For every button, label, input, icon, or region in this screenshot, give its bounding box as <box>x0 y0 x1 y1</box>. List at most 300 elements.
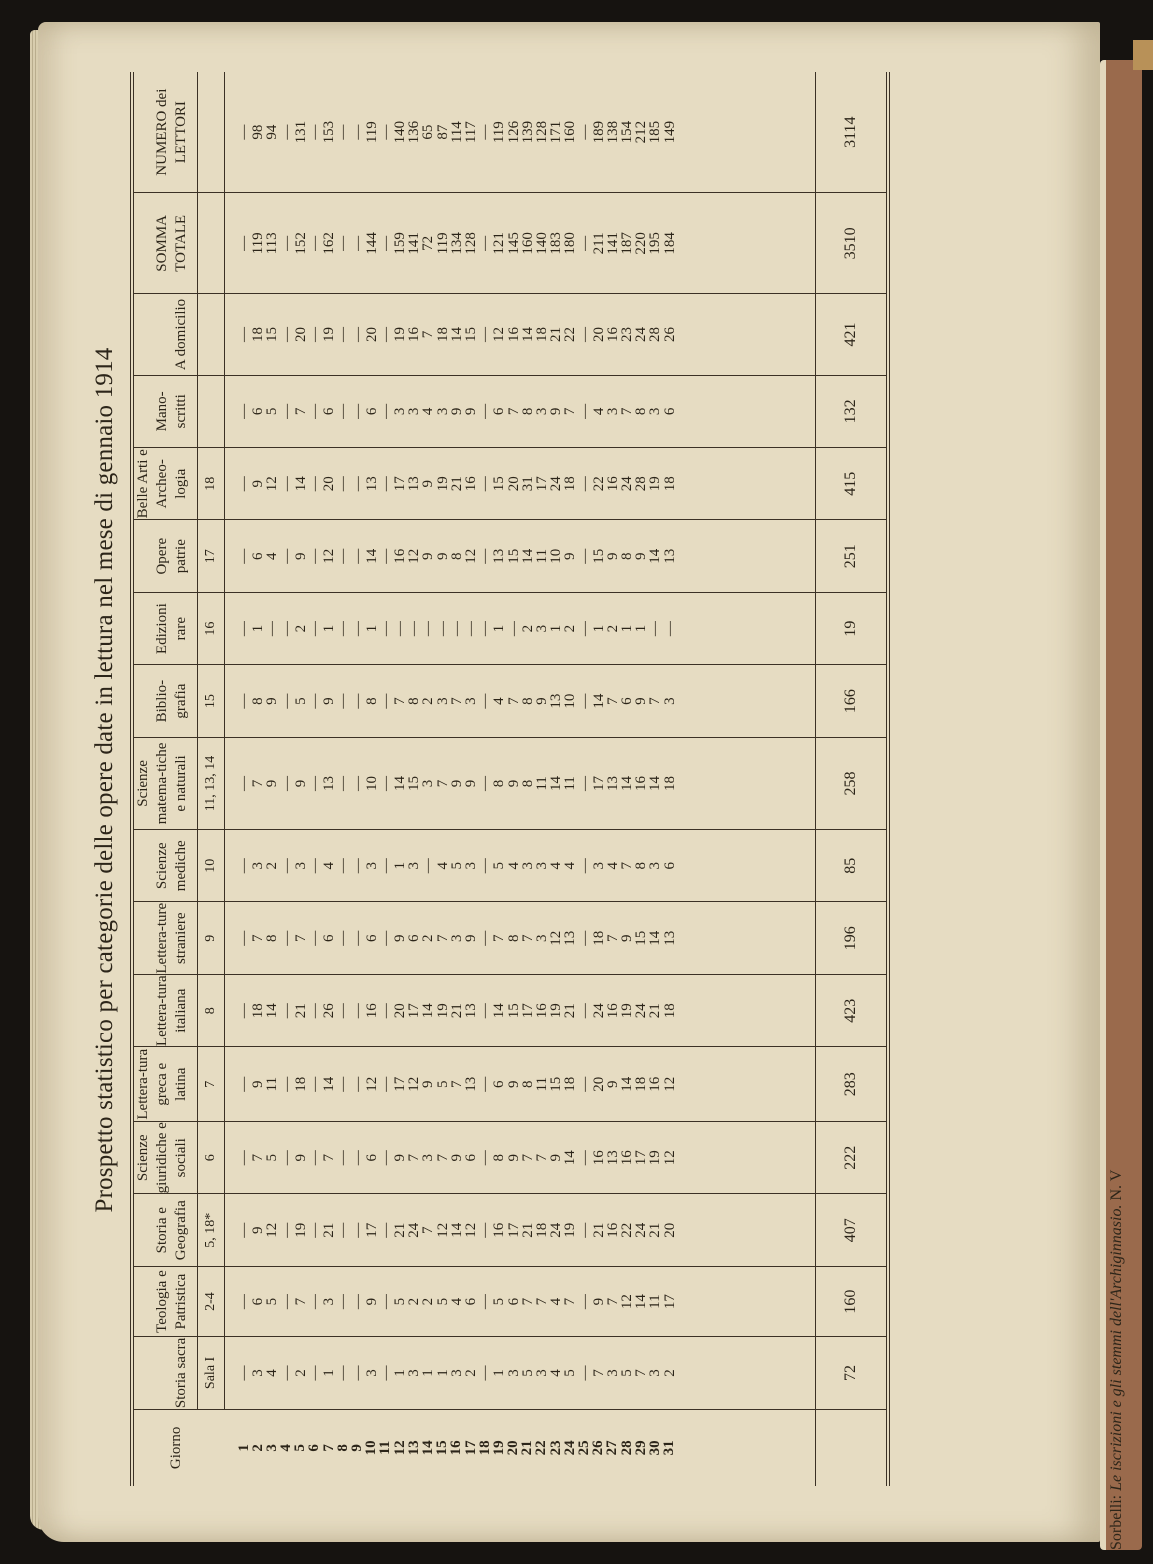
data-cell: 19 <box>434 1003 451 1019</box>
data-cell: — <box>576 858 593 874</box>
data-cell: 21 <box>448 1003 465 1019</box>
data-cell: — <box>335 403 352 419</box>
data-cell: 19 <box>292 1222 309 1238</box>
data-cell: 10 <box>548 548 565 564</box>
data-cell: 3 <box>463 862 479 870</box>
data-cell: 184 <box>661 232 678 255</box>
data-cell: 3 <box>406 1369 423 1377</box>
data-cell: — <box>349 403 366 419</box>
totals-row <box>816 72 888 1486</box>
data-cell: — <box>306 1076 323 1092</box>
data-cell: 5 <box>448 862 465 870</box>
data-cell: 14 <box>420 1003 437 1019</box>
data-cell: 19 <box>548 1003 565 1019</box>
data-cell: 3 <box>321 1297 338 1306</box>
data-cell: 8 <box>491 1154 508 1162</box>
data-cell: 3 <box>292 862 309 870</box>
data-cell: 12 <box>491 326 508 342</box>
data-cell: 6 <box>661 407 678 416</box>
day-number: 28 <box>618 1440 635 1456</box>
total-cell: 19 <box>816 592 888 664</box>
data-cell: 128 <box>533 120 550 144</box>
data-cell: 17 <box>505 1222 522 1238</box>
data-column <box>225 294 816 375</box>
data-cell: — <box>420 858 437 874</box>
data-cell: 20 <box>363 326 380 342</box>
column-header: Mano-scritti <box>132 375 198 447</box>
data-cell: 16 <box>633 775 650 791</box>
data-cell: 10 <box>363 775 380 791</box>
data-cell: 17 <box>392 476 409 492</box>
data-cell: 2 <box>420 1297 437 1306</box>
data-cell: — <box>448 621 465 637</box>
data-cell: 7 <box>321 1154 338 1162</box>
day-number: 26 <box>590 1440 607 1456</box>
data-cell: — <box>477 326 494 342</box>
data-cell: 16 <box>392 548 409 564</box>
data-cell: 12 <box>463 1222 479 1238</box>
rotated-table-block <box>90 70 1153 1490</box>
data-cell: 5 <box>519 1369 536 1377</box>
data-cell: — <box>576 124 593 140</box>
footer-author: Sorbelli: <box>1108 1494 1125 1550</box>
day-number: 17 <box>462 1440 479 1456</box>
data-cell: 1 <box>321 1369 338 1377</box>
data-cell: 18 <box>590 930 607 946</box>
data-cell: — <box>377 621 394 637</box>
data-cell: 6 <box>661 862 678 870</box>
data-cell: 12 <box>406 1076 423 1092</box>
data-cell: — <box>477 1003 494 1019</box>
data-cell: 9 <box>250 1226 267 1234</box>
data-cell: 28 <box>633 476 650 492</box>
data-cell: 18 <box>661 476 678 492</box>
day-number: 24 <box>561 1440 578 1456</box>
data-cell: 162 <box>321 232 338 255</box>
data-cell: 15 <box>633 930 650 946</box>
column-header: Storia e Geografia <box>132 1194 198 1266</box>
day-number: 30 <box>646 1440 663 1456</box>
data-cell: — <box>335 124 352 140</box>
total-cell: 72 <box>816 1337 888 1409</box>
data-cell: 7 <box>562 1297 579 1306</box>
data-cell: — <box>377 1003 394 1019</box>
data-cell: — <box>576 403 593 419</box>
data-cell: — <box>576 548 593 564</box>
data-cell: 7 <box>292 934 309 942</box>
day-number: 2 <box>249 1444 266 1452</box>
data-cell: 4 <box>321 862 338 870</box>
data-cell: 3 <box>420 1154 437 1162</box>
data-cell: 21 <box>519 1222 536 1238</box>
data-cell: 16 <box>463 476 479 492</box>
data-column <box>225 830 816 902</box>
data-cell: 7 <box>619 407 636 416</box>
data-cell: 3 <box>590 862 607 870</box>
data-cell: — <box>278 1076 295 1092</box>
data-cell: — <box>377 124 394 140</box>
data-cell: 8 <box>619 552 636 560</box>
data-cell: 2 <box>406 1297 423 1306</box>
data-cell: — <box>306 235 323 251</box>
data-cell: 14 <box>519 326 536 342</box>
data-cell: 126 <box>505 120 522 144</box>
data-cell: 18 <box>250 326 267 342</box>
data-cell: 15 <box>491 476 508 492</box>
data-cell: 2 <box>264 862 281 870</box>
data-cell: 8 <box>519 779 536 788</box>
data-cell: 17 <box>363 1222 380 1238</box>
data-cell: 16 <box>505 326 522 342</box>
category-number: 18 <box>198 448 225 520</box>
data-cell: 13 <box>548 693 565 709</box>
column-header: Scienze mediche <box>132 830 198 902</box>
data-cell: 18 <box>434 326 451 342</box>
data-cell: 5 <box>562 1369 579 1377</box>
data-cell: 13 <box>321 775 338 791</box>
category-number <box>198 193 225 294</box>
data-cell: 14 <box>363 548 380 564</box>
data-cell: — <box>335 1365 352 1381</box>
data-cell: — <box>349 548 366 564</box>
data-cell: 9 <box>619 934 636 942</box>
data-cell: — <box>335 476 352 492</box>
day-number: 3 <box>263 1444 280 1452</box>
data-cell: 17 <box>406 1003 423 1019</box>
table-title: Prospetto statistico per categorie delle opere date in lettura nel mese di gennaio 1914 <box>91 347 118 1213</box>
data-cell: — <box>477 548 494 564</box>
data-cell: 14 <box>292 476 309 492</box>
data-cell: 212 <box>633 120 650 144</box>
total-cell: 85 <box>816 830 888 902</box>
data-cell: — <box>278 1003 295 1019</box>
data-cell: 3 <box>604 1369 621 1377</box>
data-cell: 9 <box>250 1080 267 1088</box>
data-cell: — <box>306 1365 323 1381</box>
data-cell: 4 <box>264 552 281 560</box>
day-number: 8 <box>334 1444 351 1452</box>
data-cell: 9 <box>420 552 437 560</box>
day-column <box>225 1409 816 1486</box>
data-cell: 5 <box>392 1297 409 1306</box>
data-cell: — <box>236 858 252 874</box>
data-cell: — <box>377 1076 394 1092</box>
data-column <box>225 592 816 664</box>
data-cell: 6 <box>491 1080 508 1088</box>
data-cell: 2 <box>292 1369 309 1377</box>
data-cell: 2 <box>463 1369 479 1377</box>
data-cell: — <box>264 621 281 637</box>
data-column <box>225 1194 816 1266</box>
data-cell: 4 <box>420 407 437 416</box>
data-cell: — <box>278 235 295 251</box>
data-cell: — <box>335 1294 352 1310</box>
data-cell: 136 <box>406 120 423 144</box>
data-cell: — <box>377 326 394 342</box>
data-cell: — <box>434 621 451 637</box>
data-cell: 3 <box>661 697 678 705</box>
data-cell: 13 <box>661 548 678 564</box>
data-cell: 24 <box>548 476 565 492</box>
data-cell: 21 <box>392 1222 409 1238</box>
data-cell: 15 <box>406 775 423 791</box>
data-cell: 9 <box>463 407 479 416</box>
data-cell: 12 <box>463 548 479 564</box>
data-cell: 141 <box>406 232 423 255</box>
data-cell: — <box>477 1076 494 1092</box>
data-cell: — <box>420 621 437 637</box>
data-cell: 18 <box>562 1076 579 1092</box>
day-number: 31 <box>661 1440 678 1456</box>
data-cell: 4 <box>548 1369 565 1377</box>
data-cell: 9 <box>505 1080 522 1088</box>
data-cell: — <box>306 1150 323 1166</box>
column-header: Edizioni rare <box>132 592 198 664</box>
data-cell: 8 <box>491 779 508 788</box>
data-cell: 12 <box>363 1076 380 1092</box>
page-marker <box>1133 40 1153 70</box>
data-cell: 9 <box>633 552 650 560</box>
data-cell: 14 <box>321 1076 338 1092</box>
data-cell: — <box>236 1365 252 1381</box>
column-header: A domicilio <box>132 294 198 375</box>
data-cell: 3 <box>448 1369 465 1377</box>
data-cell: — <box>335 548 352 564</box>
data-cell: — <box>335 858 352 874</box>
data-cell: 21 <box>647 1222 664 1238</box>
data-cell: 3 <box>533 1369 550 1377</box>
data-cell: — <box>463 621 479 637</box>
data-cell: — <box>349 1294 366 1310</box>
data-cell: 7 <box>533 1297 550 1306</box>
data-cell: 138 <box>604 120 621 144</box>
day-number: 10 <box>363 1440 380 1456</box>
data-cell: 3 <box>505 1369 522 1377</box>
data-cell: 87 <box>434 124 451 140</box>
data-cell: 7 <box>505 697 522 705</box>
data-cell: 22 <box>619 1222 636 1238</box>
data-cell: 180 <box>562 232 579 255</box>
data-cell: 121 <box>491 232 508 255</box>
data-cell: — <box>278 1222 295 1238</box>
data-cell: 5 <box>434 1080 451 1088</box>
data-cell: — <box>477 858 494 874</box>
data-cell: 3 <box>250 1369 267 1377</box>
data-cell: 114 <box>448 121 465 144</box>
data-cell: — <box>349 930 366 946</box>
data-cell: 149 <box>661 120 678 144</box>
data-cell: 2 <box>661 1369 678 1377</box>
running-footer <box>1106 600 1146 1550</box>
data-cell: — <box>576 476 593 492</box>
data-cell: — <box>278 621 295 637</box>
data-cell: 24 <box>633 326 650 342</box>
data-cell: 8 <box>505 934 522 942</box>
data-cell: 5 <box>491 862 508 870</box>
data-cell: — <box>278 775 295 791</box>
data-cell: — <box>377 930 394 946</box>
data-cell: 2 <box>562 624 579 633</box>
data-cell: 11 <box>533 1077 550 1092</box>
total-cell: 415 <box>816 448 888 520</box>
total-cell: 222 <box>816 1122 888 1194</box>
data-cell: 1 <box>619 624 636 633</box>
data-cell: — <box>278 693 295 709</box>
data-cell: — <box>335 1076 352 1092</box>
data-cell: 7 <box>292 407 309 416</box>
data-cell: 113 <box>264 232 281 255</box>
data-cell: 6 <box>250 1297 267 1306</box>
data-cell: — <box>278 124 295 140</box>
data-cell: 19 <box>562 1222 579 1238</box>
total-cell: 423 <box>816 974 888 1046</box>
data-cell: 139 <box>519 120 536 144</box>
data-cell: 9 <box>548 1154 565 1162</box>
day-number: 14 <box>419 1440 436 1456</box>
data-cell: 9 <box>533 697 550 705</box>
data-cell: — <box>477 476 494 492</box>
category-number <box>198 72 225 193</box>
data-cell: — <box>477 1294 494 1310</box>
data-cell: 31 <box>519 476 536 492</box>
data-cell: 20 <box>292 326 309 342</box>
data-cell: — <box>576 1294 593 1310</box>
data-cell: 9 <box>321 697 338 705</box>
data-cell: 3 <box>647 862 664 870</box>
data-cell: 23 <box>619 326 636 342</box>
data-cell: — <box>505 621 522 637</box>
data-cell: 19 <box>434 476 451 492</box>
data-cell: 12 <box>661 1076 678 1092</box>
day-number: 19 <box>490 1440 507 1456</box>
data-cell: 65 <box>420 124 437 140</box>
data-cell: 7 <box>448 1080 465 1088</box>
data-cell: 4 <box>548 862 565 870</box>
data-cell: — <box>349 1222 366 1238</box>
data-cell: — <box>335 1003 352 1019</box>
category-number: 16 <box>198 592 225 664</box>
data-cell: — <box>576 1150 593 1166</box>
data-cell: 6 <box>505 1297 522 1306</box>
total-cell: 421 <box>816 294 888 375</box>
data-cell: 1 <box>491 624 508 633</box>
data-cell: — <box>236 124 252 140</box>
total-cell: 251 <box>816 520 888 592</box>
data-cell: 5 <box>434 1297 451 1306</box>
data-cell: 24 <box>633 1222 650 1238</box>
data-cell: 11 <box>647 1294 664 1309</box>
data-cell: — <box>377 858 394 874</box>
data-column <box>225 1122 816 1194</box>
data-cell: 18 <box>292 1076 309 1092</box>
data-cell: — <box>236 1150 252 1166</box>
data-cell: 14 <box>562 1150 579 1166</box>
data-cell: 17 <box>590 775 607 791</box>
data-cell: — <box>377 548 394 564</box>
data-cell: 3 <box>533 624 550 633</box>
data-cell: 183 <box>548 232 565 255</box>
data-cell: 13 <box>406 476 423 492</box>
day-number: 23 <box>547 1440 564 1456</box>
data-cell: — <box>349 775 366 791</box>
data-cell: 13 <box>604 775 621 791</box>
data-cell: 4 <box>604 862 621 870</box>
data-cell: 9 <box>392 1154 409 1162</box>
data-cell: 18 <box>661 775 678 791</box>
data-cell: — <box>647 621 664 637</box>
data-cell: 7 <box>604 697 621 705</box>
data-cell: 72 <box>420 235 437 251</box>
data-cell: 13 <box>661 930 678 946</box>
data-cell: — <box>349 476 366 492</box>
data-cell: 18 <box>661 1003 678 1019</box>
data-cell: 134 <box>448 232 465 255</box>
data-cell: 141 <box>604 232 621 255</box>
column-header: NUMERO dei LETTORI <box>154 88 189 176</box>
data-cell: 14 <box>264 1003 281 1019</box>
category-number: 2-4 <box>198 1266 225 1336</box>
data-cell: 6 <box>321 407 338 416</box>
data-cell: — <box>335 326 352 342</box>
data-cell: — <box>306 124 323 140</box>
data-cell: 22 <box>562 326 579 342</box>
data-cell: — <box>576 1365 593 1381</box>
data-cell: 9 <box>448 1154 465 1162</box>
data-cell: 3 <box>250 862 267 870</box>
data-cell: — <box>236 1222 252 1238</box>
data-cell: 8 <box>406 697 423 705</box>
data-cell: 1 <box>434 1369 451 1377</box>
data-cell: — <box>477 930 494 946</box>
data-cell: 145 <box>505 232 522 255</box>
data-cell: — <box>278 1294 295 1310</box>
data-cell: 1 <box>392 862 409 870</box>
data-cell: 211 <box>590 232 607 255</box>
data-cell: 1 <box>363 624 380 633</box>
data-cell: 7 <box>590 1369 607 1377</box>
data-cell: — <box>576 1003 593 1019</box>
data-cell: — <box>306 476 323 492</box>
data-column <box>225 1266 816 1336</box>
category-number-row <box>198 72 225 1486</box>
data-cell: 7 <box>250 934 267 942</box>
column-header: Lettera-tura italiana <box>132 974 198 1046</box>
data-cell: 13 <box>463 1003 479 1019</box>
data-cell: 6 <box>406 934 423 942</box>
data-cell: — <box>236 1003 252 1019</box>
data-cell: 3 <box>647 407 664 416</box>
data-cell: — <box>306 1003 323 1019</box>
data-cell: 16 <box>363 1003 380 1019</box>
data-cell: 8 <box>519 1080 536 1088</box>
data-cell: 4 <box>264 1369 281 1377</box>
data-cell: — <box>477 124 494 140</box>
data-cell: — <box>377 1294 394 1310</box>
data-cell: 3 <box>420 779 437 788</box>
data-cell: 16 <box>406 326 423 342</box>
data-cell: 13 <box>363 476 380 492</box>
data-cell: — <box>335 775 352 791</box>
day-number: 6 <box>306 1444 323 1452</box>
data-cell: — <box>349 1150 366 1166</box>
data-cell: 5 <box>264 1297 281 1306</box>
day-number: 9 <box>349 1444 365 1452</box>
data-cell: — <box>236 403 252 419</box>
data-cell: 7 <box>533 1154 550 1162</box>
data-cell: 16 <box>590 1150 607 1166</box>
data-cell: 7 <box>392 697 409 705</box>
data-cell: 159 <box>392 232 409 255</box>
